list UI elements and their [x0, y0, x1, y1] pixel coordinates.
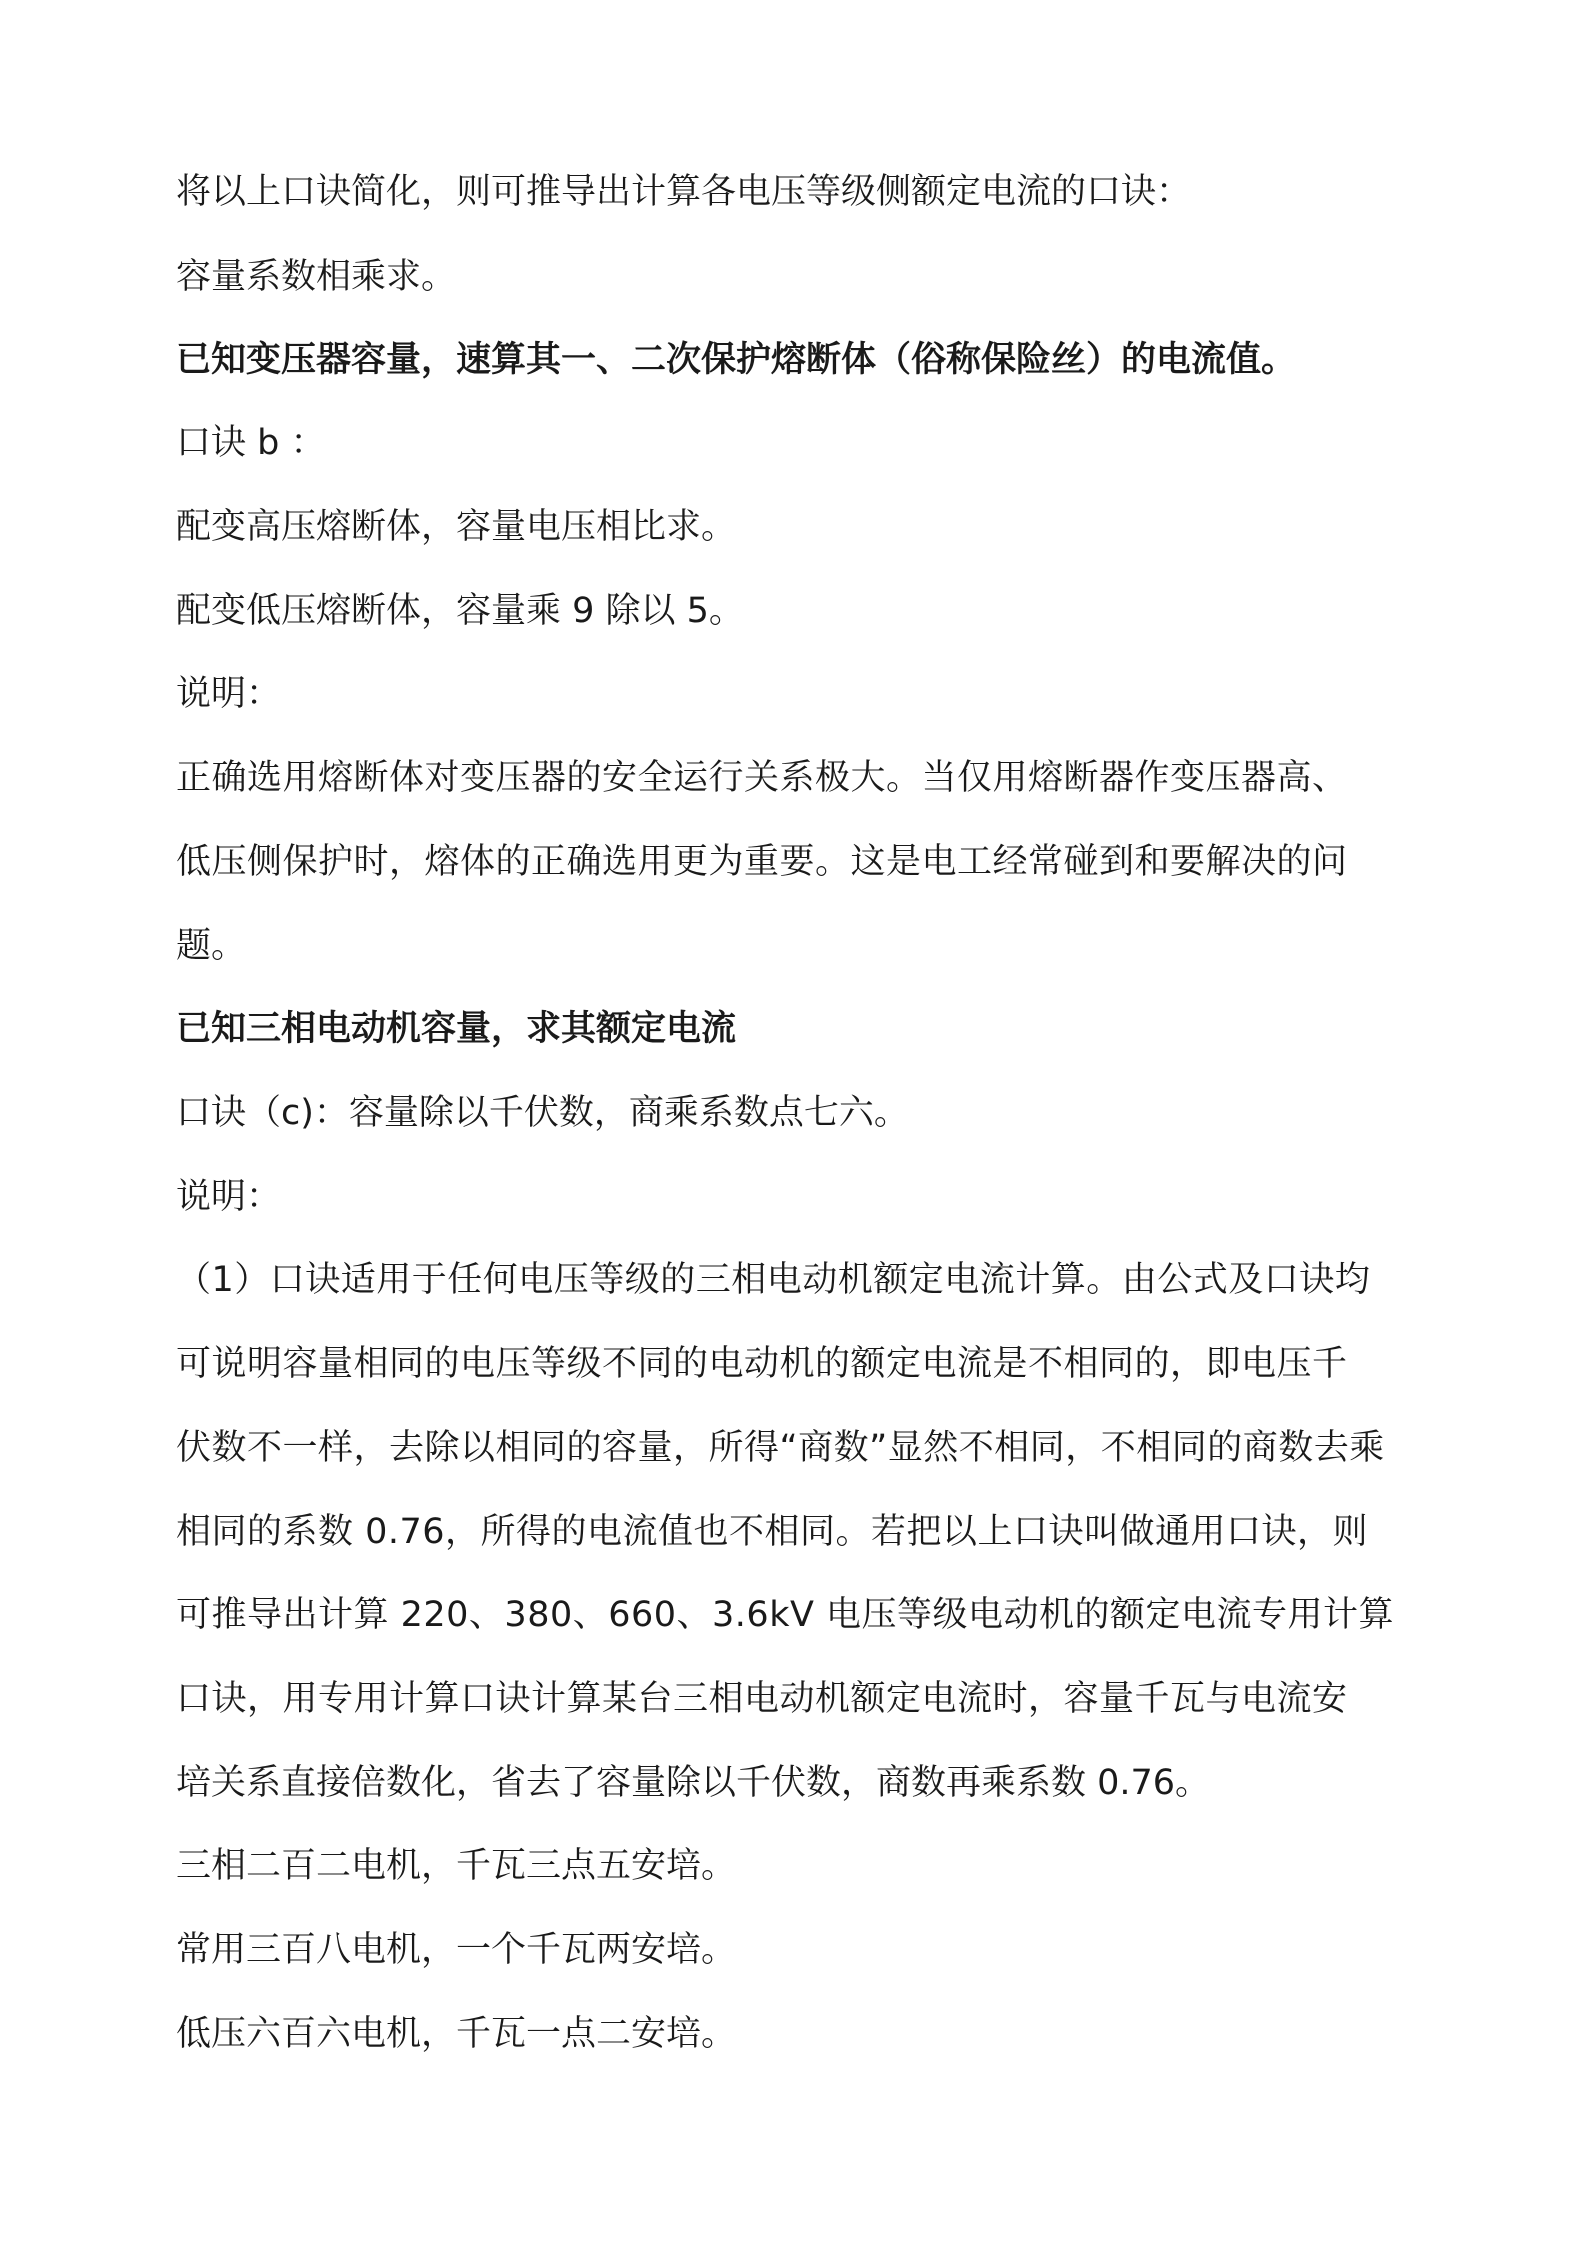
text-line-high-voltage-fuse: 配变高压熔断体，容量电压相比求。	[176, 507, 737, 547]
paragraph-line: 培关系直接倍数化，省去了容量除以千伏数，商数再乘系数 0.76。	[176, 1763, 1211, 1803]
text-line-mnemonic-c: 口诀（c)：容量除以千伏数，商乘系数点七六。	[176, 1093, 909, 1133]
paragraph-line: 相同的系数 0.76，所得的电流值也不相同。若把以上口诀叫做通用口诀，则	[176, 1512, 1369, 1552]
heading-motor-current: 已知三相电动机容量，求其额定电流	[176, 1009, 737, 1049]
text-line-660v-motor: 低压六百六电机，千瓦一点二安培。	[176, 2014, 737, 2054]
heading-transformer-fuse: 已知变压器容量，速算其一、二次保护熔断体（俗称保险丝）的电流值。	[176, 340, 1297, 380]
paragraph-line: 口诀，用专用计算口诀计算某台三相电动机额定电流时，容量千瓦与电流安	[176, 1679, 1348, 1719]
paragraph-line: 可推导出计算 220、380、660、3.6kV 电压等级电动机的额定电流专用计算	[176, 1595, 1395, 1635]
paragraph-line: 伏数不一样，去除以相同的容量，所得“商数”显然不相同，不相同的商数去乘	[176, 1428, 1385, 1468]
paragraph-line: 低压侧保护时，熔体的正确选用更为重要。这是电工经常碰到和要解决的问	[176, 842, 1348, 882]
paragraph-line: （1）口诀适用于任何电压等级的三相电动机额定电流计算。由公式及口诀均	[176, 1260, 1371, 1300]
paragraph-line: 正确选用熔断体对变压器的安全运行关系极大。当仅用熔断器作变压器高、	[176, 758, 1348, 798]
paragraph-line: 题。	[176, 926, 247, 966]
paragraph-line: 可说明容量相同的电压等级不同的电动机的额定电流是不相同的，即电压千	[176, 1344, 1348, 1384]
text-line-380v-motor: 常用三百八电机，一个千瓦两安培。	[176, 1930, 737, 1970]
text-line-formula: 容量系数相乘求。	[176, 257, 457, 297]
text-line-220v-motor: 三相二百二电机，千瓦三点五安培。	[176, 1846, 737, 1886]
text-line-intro: 将以上口诀简化，则可推导出计算各电压等级侧额定电流的口诀：	[176, 172, 1192, 212]
text-line-explanation-label: 说明：	[176, 1177, 282, 1217]
text-line-explanation-label: 说明：	[176, 674, 282, 714]
text-line-mnemonic-b: 口诀 b ：	[176, 423, 326, 463]
text-line-low-voltage-fuse: 配变低压熔断体，容量乘 9 除以 5。	[176, 591, 744, 631]
